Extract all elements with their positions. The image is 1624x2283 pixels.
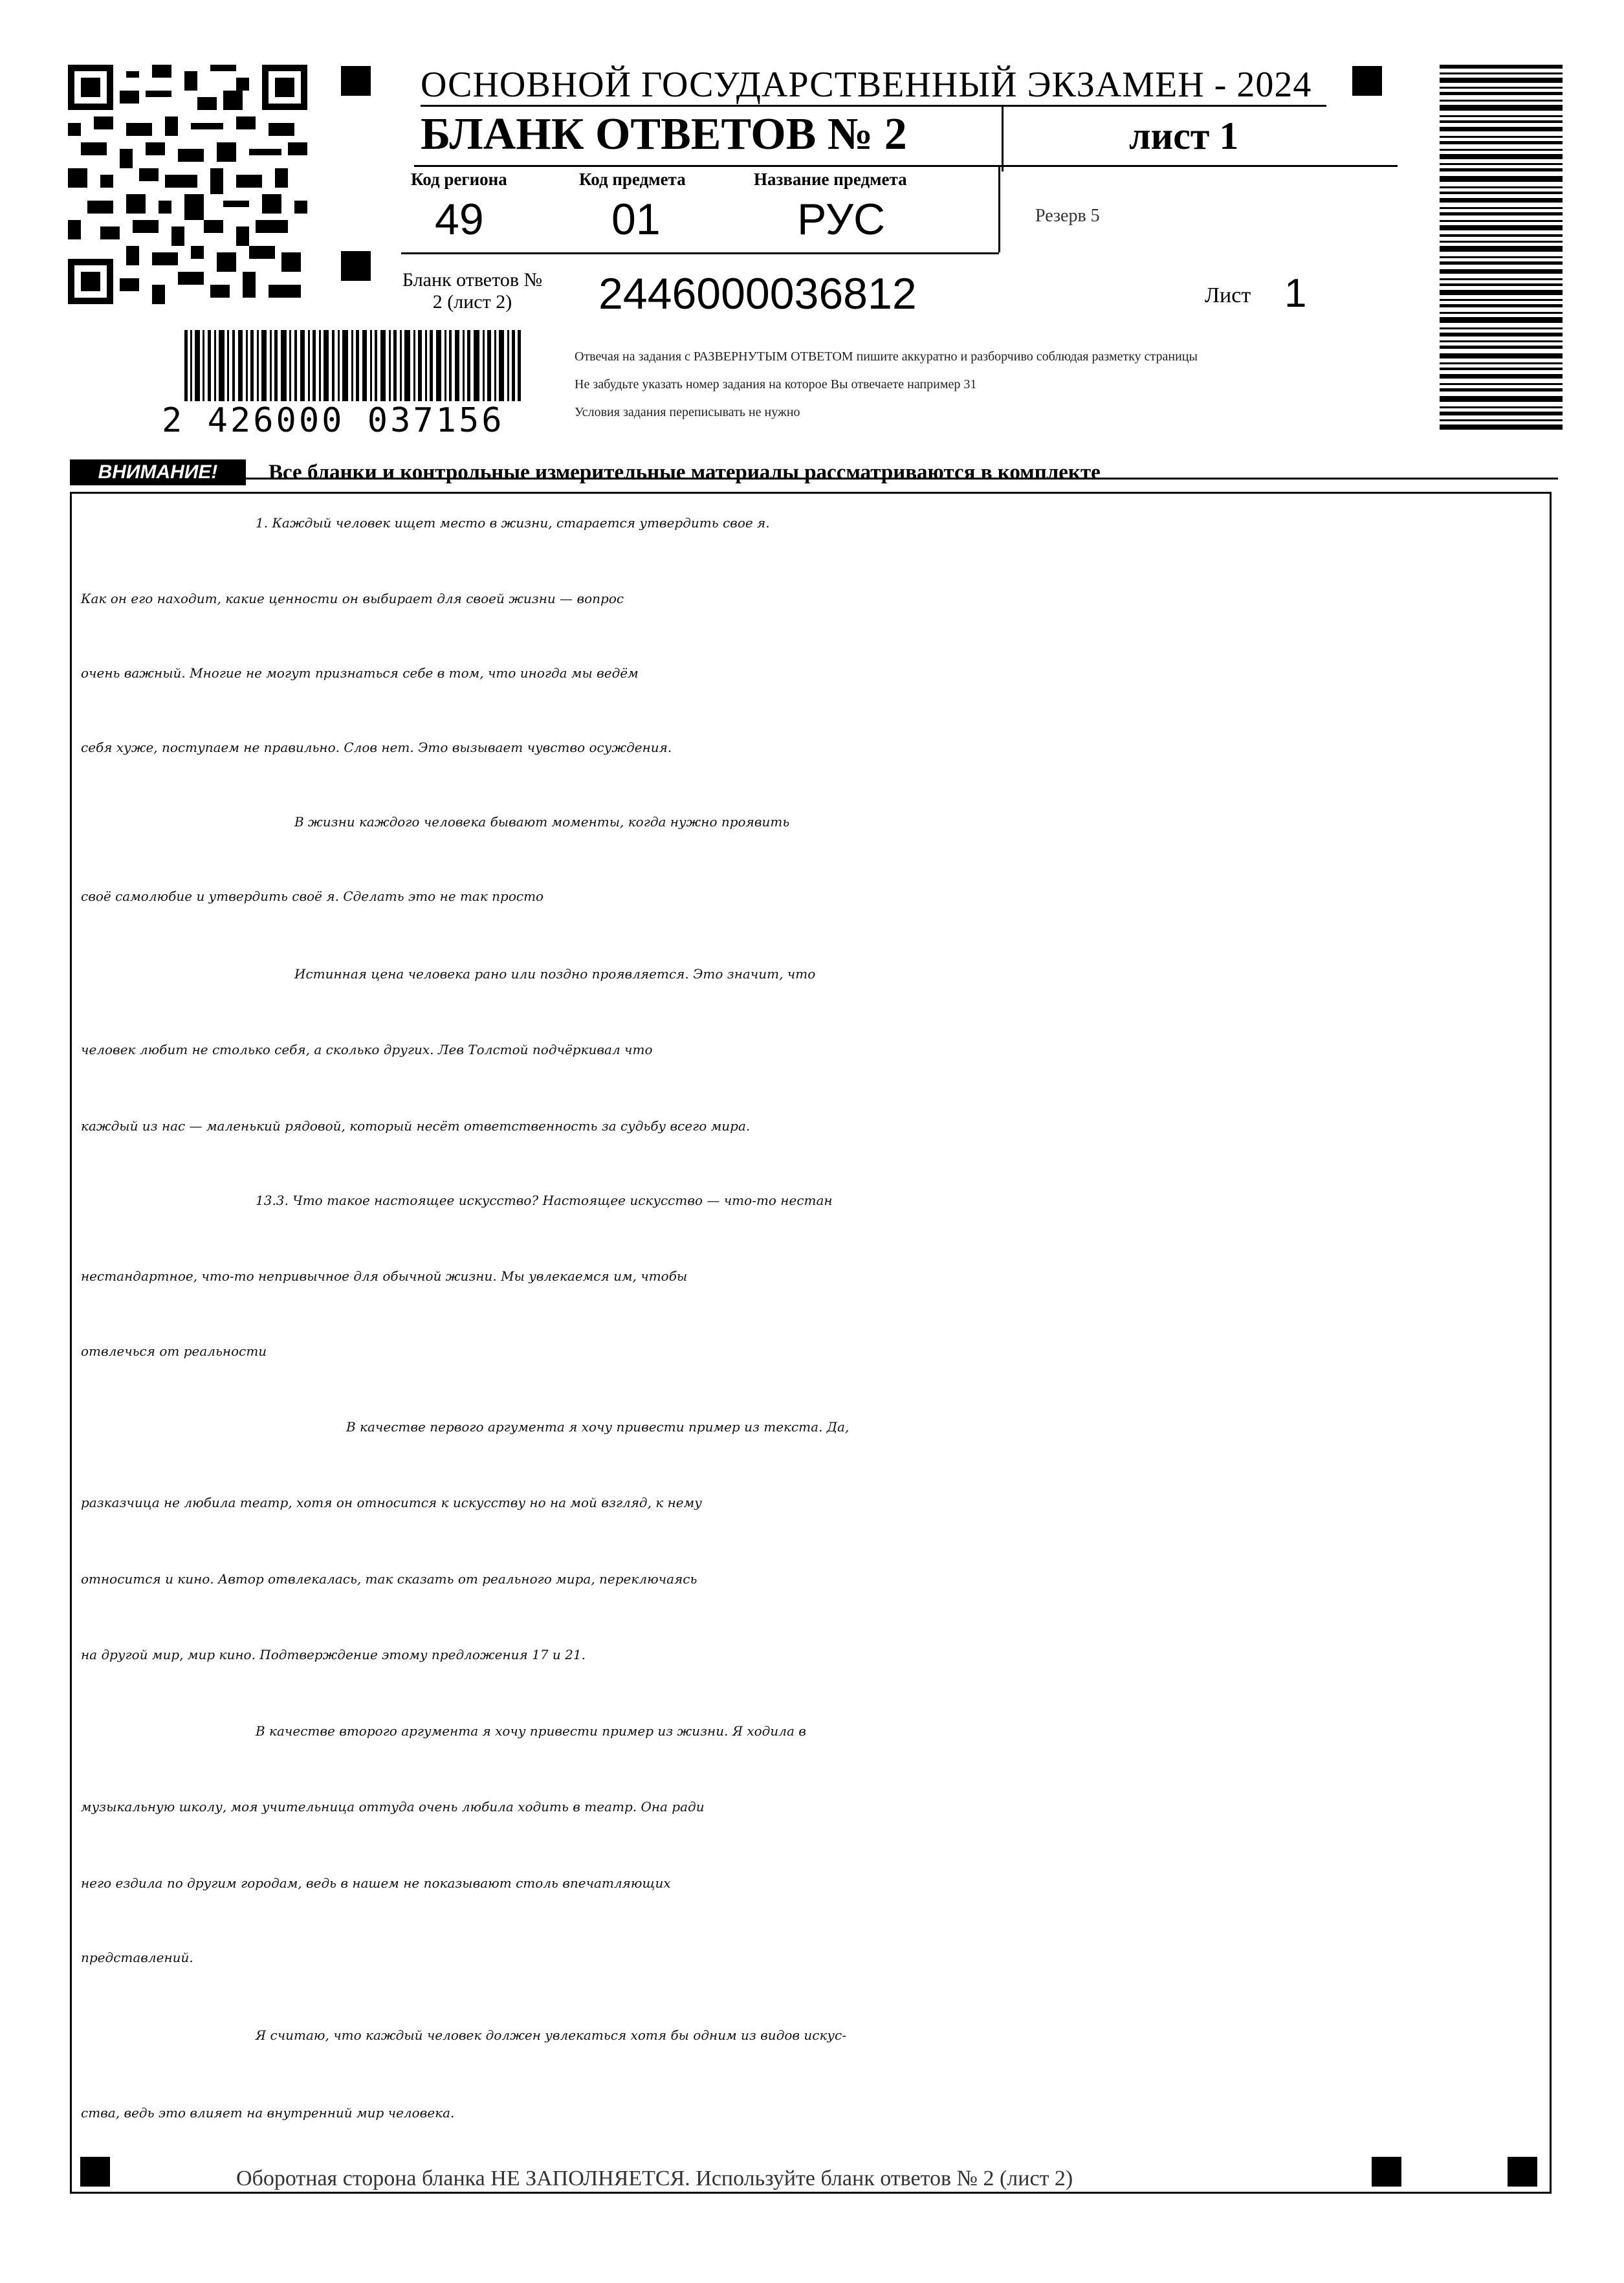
subject-name: РУС	[797, 195, 886, 244]
header-rule	[414, 165, 1398, 167]
subject-code: 01	[611, 195, 661, 244]
instruction-line: Условия задания переписывать не нужно	[575, 405, 800, 419]
answer-line: В жизни каждого человека бывают моменты, когда нужно проявить	[294, 814, 790, 830]
answer-line: него ездила по другим городам, ведь в нашем не показывают столь впечатляющих	[81, 1875, 671, 1891]
subject-code-label: Код предмета	[579, 170, 686, 189]
answer-line: разказчица не любила театр, хотя он относится к искусству но на мой взгляд, к нему	[81, 1495, 702, 1510]
answer-line: очень важный. Многие не могут признаться себе в том, что иногда мы ведём	[81, 665, 639, 681]
region-code-label: Код региона	[411, 170, 507, 189]
instruction-line: Отвечая на задания с РАЗВЕРНУТЫМ ОТВЕТОМ пишите аккуратно и разборчиво соблюдая разметку страницы	[575, 349, 1198, 364]
attention-text: Все бланки и контрольные измерительные материалы рассматриваются в комплекте	[269, 461, 1101, 484]
answer-line: себя хуже, поступаем не правильно. Слов нет. Это вызывает чувство осуждения.	[81, 740, 672, 755]
answer-line: каждый из нас — маленький рядовой, который несёт ответственность за судьбу всего мира.	[81, 1118, 751, 1134]
answer-line: нестандартное, что-то непривычное для обычной жизни. Мы увлекаемся им, чтобы	[81, 1268, 688, 1284]
answer-line: 1. Каждый человек ищет место в жизни, старается утвердить свое я.	[256, 515, 770, 531]
form2-label: Бланк ответов № 2 (лист 2)	[402, 269, 543, 313]
answer-line: Истинная цена человека рано или поздно проявляется. Это значит, что	[294, 966, 816, 982]
qr-code-icon	[68, 65, 307, 304]
answer-line: относится и кино. Автор отвлекалась, так сказать от реального мира, переключаясь	[81, 1571, 697, 1587]
attention-badge: ВНИМАНИЕ!	[70, 459, 246, 485]
answer-line: Как он его находит, какие ценности он выбирает для своей жизни — вопрос	[81, 591, 624, 606]
answer-line: своё самолюбие и утвердить своё я. Сделать это не так просто	[81, 888, 544, 904]
answer-line: музыкальную школу, моя учительница оттуда очень любила ходить в театр. Она ради	[81, 1799, 705, 1814]
answer-line: 13.3. Что такое настоящее искусство? Настоящее искусство — что-то нестан	[256, 1193, 833, 1208]
barcode-digits: 2 426000 037156	[162, 401, 505, 440]
answer-line: В качестве первого аргумента я хочу привести пример из текста. Да,	[346, 1419, 850, 1435]
instruction-line: Не забудьте указать номер задания на которое Вы отвечаете например 31	[575, 377, 977, 392]
answer-line: ства, ведь это влияет на внутренний мир человека.	[81, 2105, 455, 2121]
code-box-rule	[401, 252, 999, 254]
registration-mark-mid-left	[341, 251, 371, 281]
exam-title: ОСНОВНОЙ ГОСУДАРСТВЕННЫЙ ЭКЗАМЕН - 2024	[421, 65, 1326, 107]
list-value: 1	[1284, 271, 1307, 316]
form2-number: 2446000036812	[598, 269, 917, 318]
form-title: БЛАНК ОТВЕТОВ № 2	[421, 109, 907, 159]
reserve-label: Резерв 5	[1035, 206, 1100, 226]
answer-line: на другой мир, мир кино. Подтверждение этому предложения 17 и 21.	[81, 1647, 586, 1662]
subject-divider	[998, 165, 1000, 252]
form-barcode-icon	[184, 330, 521, 401]
registration-mark-top-right	[1352, 66, 1382, 96]
answer-line: человек любит не столько себя, а сколько других. Лев Толстой подчёркивал что	[81, 1042, 653, 1057]
side-barcode-icon	[1440, 65, 1563, 434]
sheet-label: лист 1	[1129, 115, 1239, 157]
answer-line: представлений.	[81, 1950, 193, 1965]
registration-mark-top-left	[341, 66, 371, 96]
answer-line: Я считаю, что каждый человек должен увлекаться хотя бы одним из видов искус-	[256, 2027, 846, 2043]
footer-text: Оборотная сторона бланка НЕ ЗАПОЛНЯЕТСЯ. Используйте бланк ответов № 2 (лист 2)	[236, 2167, 1073, 2190]
region-code: 49	[435, 195, 484, 244]
answer-line: В качестве второго аргумента я хочу привести пример из жизни. Я ходила в	[256, 1723, 806, 1739]
answer-line: отвлечься от реальности	[81, 1343, 267, 1359]
subject-name-label: Название предмета	[754, 170, 907, 189]
list-label: Лист	[1205, 283, 1251, 307]
